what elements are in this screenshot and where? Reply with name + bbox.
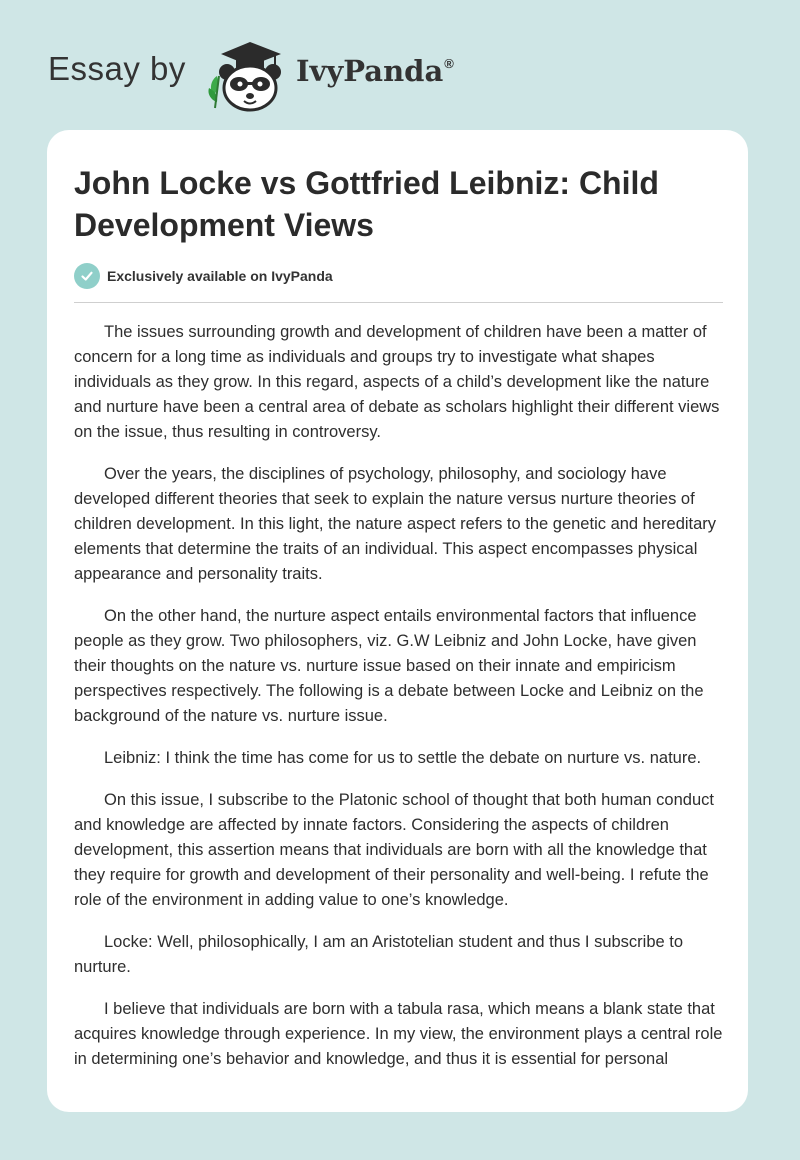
paragraph: I believe that individuals are born with a tabula rasa, which means a blank state that acquires knowledge through experience. In my view, the environment plays a central role in determining one’s behavior and knowledge, and thus it is essential for personal [74, 1000, 723, 1068]
check-icon [74, 263, 100, 289]
page-title: John Locke vs Gottfried Leibniz: Child Development Views [74, 165, 659, 243]
essay-body [74, 320, 729, 1089]
site-header [48, 28, 748, 118]
essay-by-label: Essay by [48, 50, 186, 87]
paragraph: On the other hand, the nurture aspect entails environmental factors that influence people as they grow. Two philosophers, viz. G.W Leibniz and John Locke, have given their thoughts on the nature vs. nurture issue based on their innate and empiricism perspectives respectively. The following is a debate between Locke and Leibniz on the background of the nature vs. nurture issue. [74, 607, 704, 725]
brand-name[interactable] [296, 54, 454, 88]
brand-text: IvyPanda [296, 54, 444, 88]
essay-card [47, 130, 748, 1112]
exclusive-badge [74, 263, 333, 289]
exclusive-label: Exclusively available on IvyPanda [107, 268, 333, 284]
paragraph: Leibniz: I think the time has come for us to settle the debate on nurture vs. nature. [104, 749, 702, 767]
registered-mark: ® [444, 56, 454, 71]
paragraph: Over the years, the disciplines of psychology, philosophy, and sociology have developed different theories that seek to explain the nature versus nurture theories of children development. In this light, the nature aspect refers to the genetic and hereditary elements that determine the traits of an individual. This aspect encompasses physical appearance and personality traits. [74, 465, 717, 583]
divider [74, 302, 723, 303]
paragraph: The issues surrounding growth and development of children have been a matter of concern for a long time as individuals and groups try to investigate what shapes individuals as they grow. In this regard, aspects of a child’s development like the nature and nurture have been a central area of debate as scholars highlight their different views on the issue, thus resulting in controversy. [74, 323, 720, 441]
paragraph: Locke: Well, philosophically, I am an Aristotelian student and thus I subscribe to nurture. [74, 933, 684, 976]
paragraph: On this issue, I subscribe to the Platonic school of thought that both human conduct and knowledge are affected by innate factors. Considering the aspects of children development, this assertion means that individuals are born with all the knowledge that they require for growth and development of their personality and well-being. I refute the role of the environment in adding value to one’s knowledge. [74, 791, 714, 909]
panda-logo-icon[interactable] [203, 36, 293, 114]
